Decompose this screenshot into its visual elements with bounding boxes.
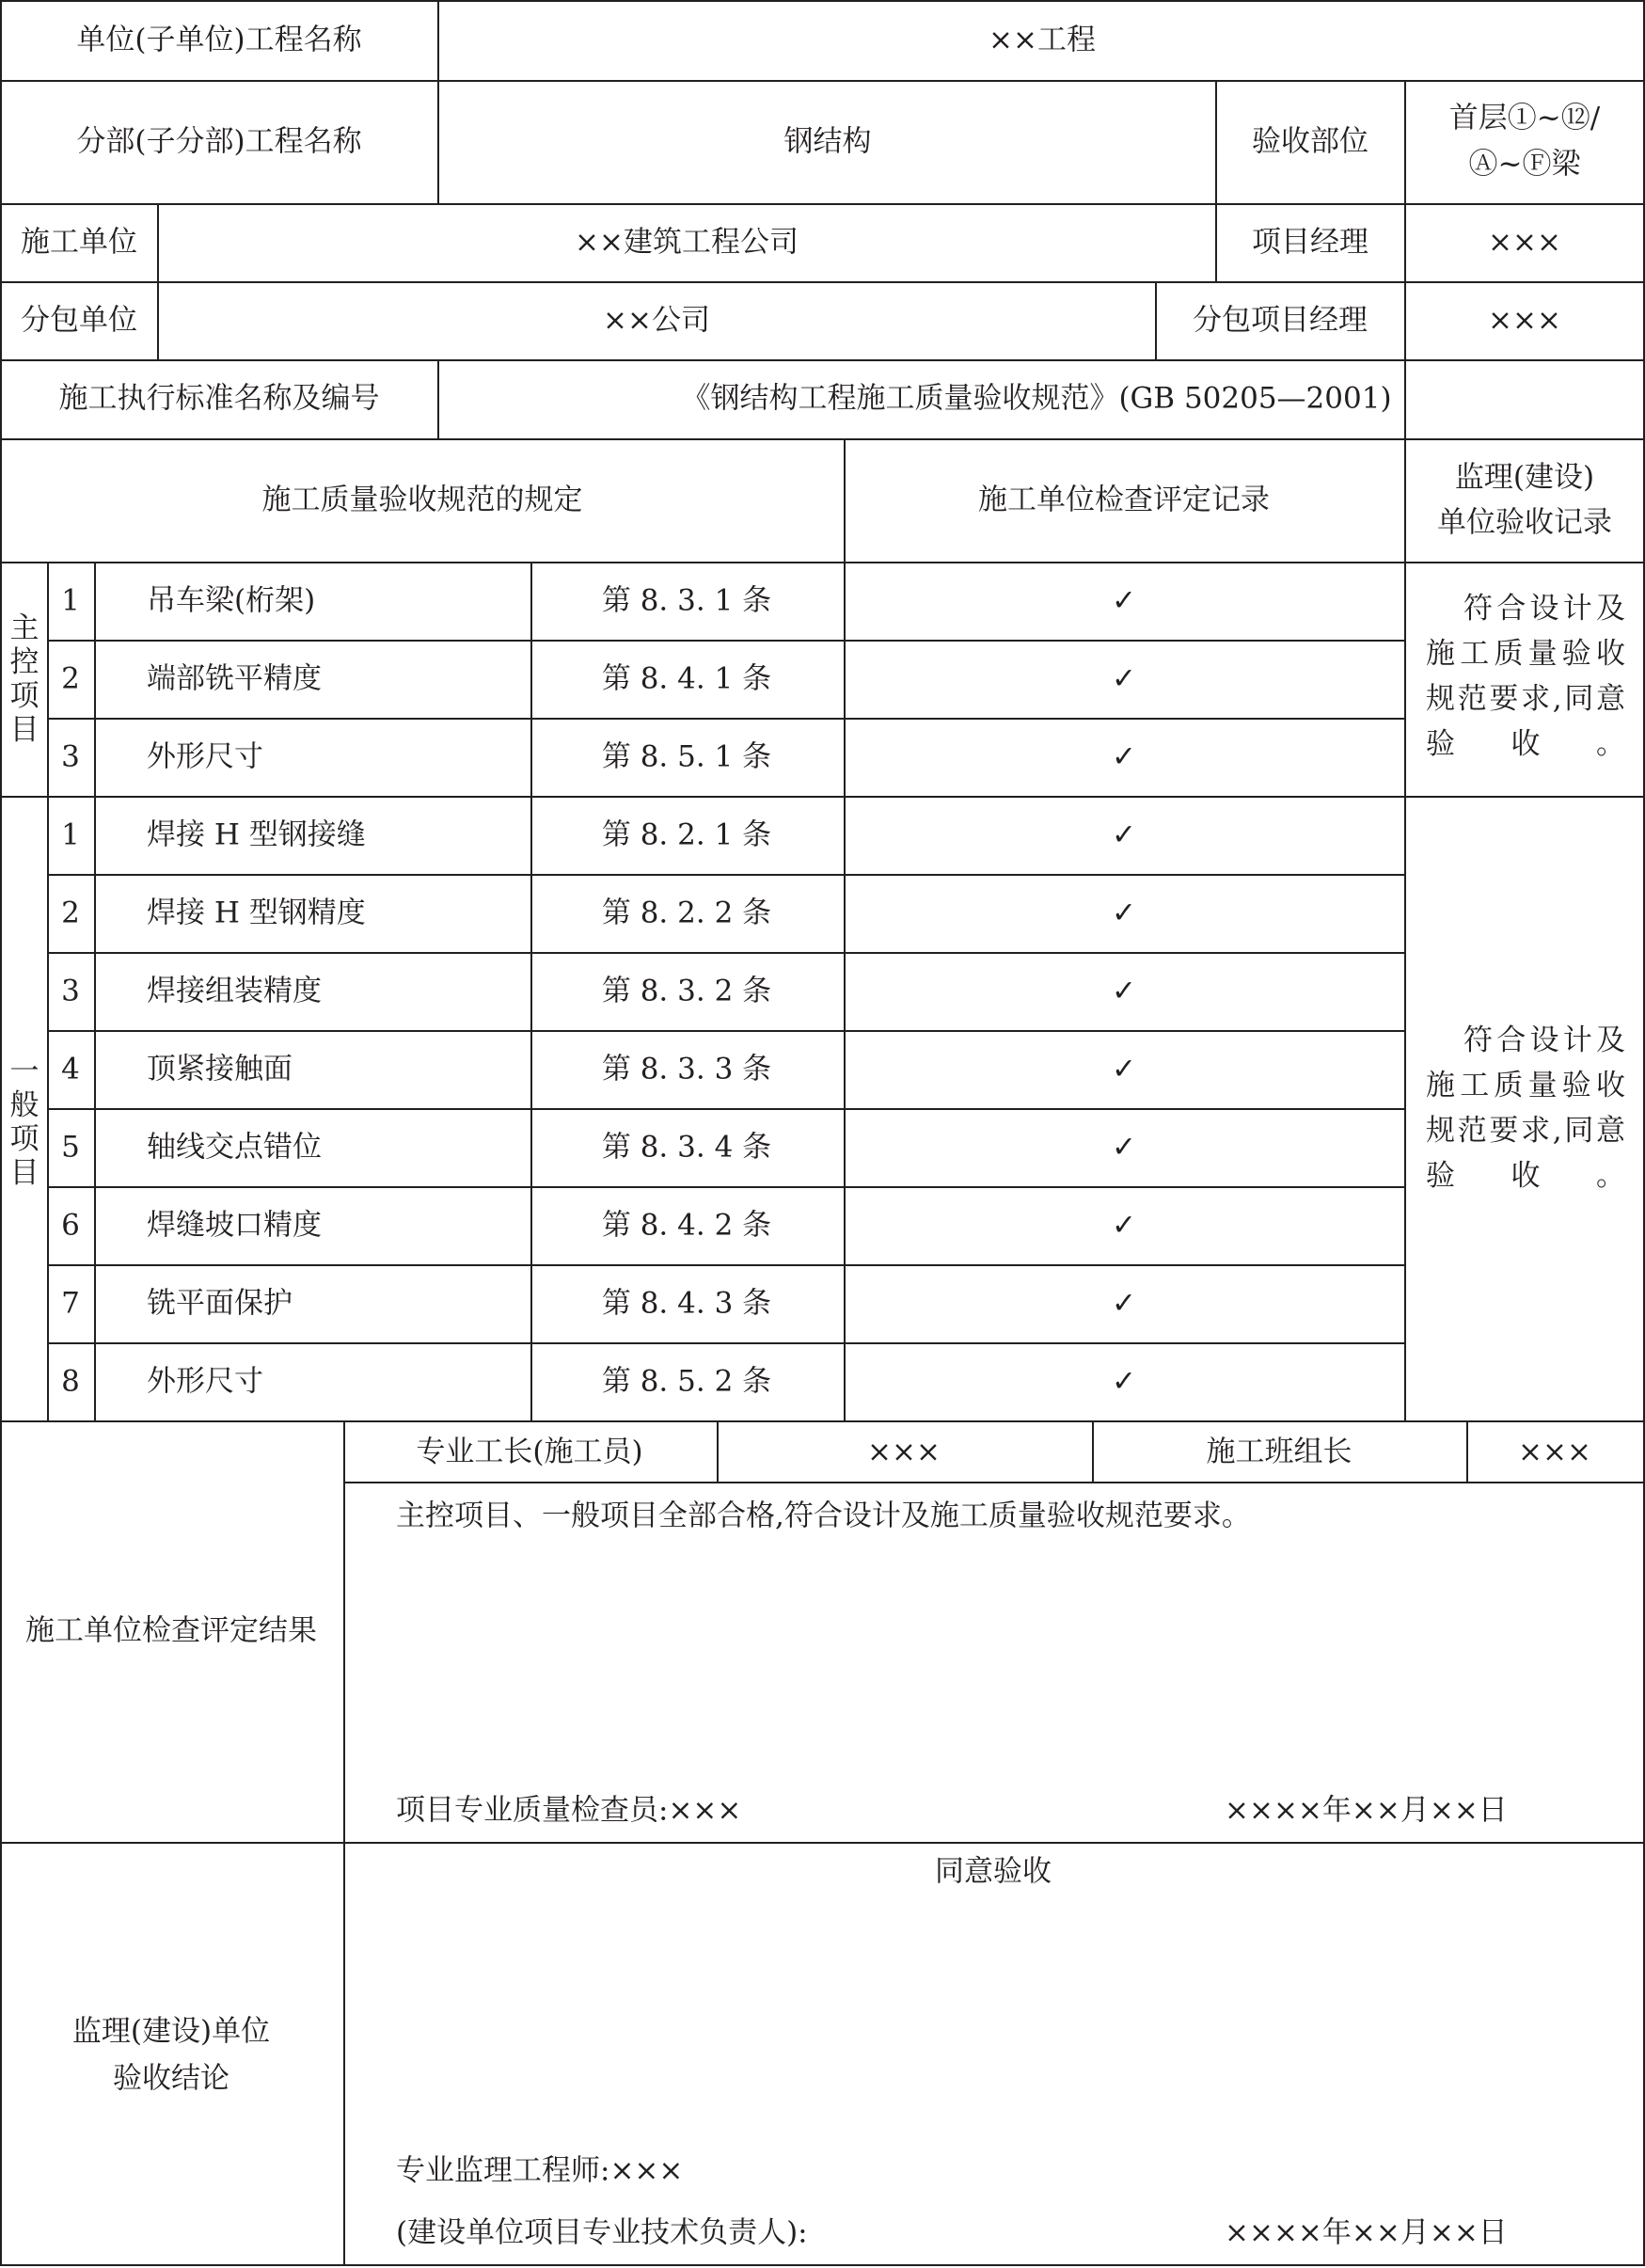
clause-ref: 第 8. 4. 1 条 xyxy=(601,661,772,696)
project-manager-value: ××× xyxy=(1488,225,1561,260)
row-number: 1 xyxy=(61,583,80,618)
check-mark: ✓ xyxy=(1112,1052,1136,1086)
rule xyxy=(0,80,1645,82)
rule xyxy=(1215,80,1217,283)
rule xyxy=(47,1264,1404,1266)
rule xyxy=(157,203,159,361)
sub-project-manager-value: ××× xyxy=(1488,303,1561,338)
general-supervision-record: 符合设计及施工质量验收规范要求,同意验收。 xyxy=(1426,1023,1625,1193)
rule xyxy=(844,438,846,1422)
check-mark: ✓ xyxy=(1112,817,1136,852)
rule xyxy=(717,1420,719,1483)
item-name: 焊接 H 型钢接缝 xyxy=(147,817,366,852)
clause-ref: 第 8. 3. 3 条 xyxy=(601,1052,772,1086)
rule xyxy=(437,359,439,440)
rule xyxy=(94,562,96,1422)
supervising-engineer: 专业监理工程师:××× xyxy=(396,2153,684,2188)
sub-project-manager-label: 分包项目经理 xyxy=(1193,303,1368,338)
rule xyxy=(47,1342,1404,1344)
item-name: 铣平面保护 xyxy=(147,1286,293,1321)
contractor-value: ××建筑工程公司 xyxy=(575,225,799,260)
unit-project-value: ××工程 xyxy=(989,23,1096,57)
rule xyxy=(47,562,49,1422)
acceptance-location-value-line2: Ⓐ~Ⓕ梁 xyxy=(1468,147,1581,182)
quality-inspector: 项目专业质量检查员:××× xyxy=(396,1793,742,1828)
supervision-conclusion-label-line2: 验收结论 xyxy=(113,2061,229,2096)
rule xyxy=(1466,1420,1468,1483)
row-number: 1 xyxy=(61,817,80,852)
clause-ref: 第 8. 3. 2 条 xyxy=(601,974,772,1008)
supervision-conclusion-label-line1: 监理(建设)单位 xyxy=(71,2014,271,2049)
main-control-supervision-record: 符合设计及施工质量验收规范要求,同意验收。 xyxy=(1426,592,1625,761)
acceptance-location-label: 验收部位 xyxy=(1252,124,1368,159)
foreman-value: ××× xyxy=(867,1435,941,1469)
team-leader-label: 施工班组长 xyxy=(1206,1435,1352,1469)
acceptance-location-value-line1: 首层①~⑫/ xyxy=(1448,101,1601,135)
item-name: 焊接组装精度 xyxy=(147,974,322,1008)
item-name: 焊缝坡口精度 xyxy=(147,1208,322,1243)
row-number: 2 xyxy=(61,661,80,696)
check-mark: ✓ xyxy=(1112,896,1136,930)
contractor-label: 施工单位 xyxy=(21,225,137,260)
item-name: 外形尺寸 xyxy=(147,739,263,774)
standard-label: 施工执行标准名称及编号 xyxy=(58,381,380,416)
item-name: 顶紧接触面 xyxy=(147,1052,293,1086)
check-mark: ✓ xyxy=(1112,661,1136,696)
item-name: 焊接 H 型钢精度 xyxy=(147,896,366,930)
team-leader-value: ××× xyxy=(1518,1435,1591,1469)
supervision-record-header-line1: 监理(建设) xyxy=(1454,460,1595,495)
row-number: 4 xyxy=(61,1052,80,1086)
check-mark: ✓ xyxy=(1112,1364,1136,1399)
rule xyxy=(1155,281,1157,361)
row-number: 5 xyxy=(61,1130,80,1165)
rule xyxy=(343,1482,1645,1483)
item-name: 端部铣平精度 xyxy=(147,661,322,696)
rule xyxy=(47,718,1404,720)
rule xyxy=(0,281,1645,283)
project-manager-label: 项目经理 xyxy=(1252,225,1368,260)
contractor-record-header: 施工单位检查评定记录 xyxy=(978,483,1270,517)
contractor-result-label: 施工单位检查评定结果 xyxy=(25,1613,317,1648)
clause-ref: 第 8. 5. 2 条 xyxy=(601,1364,772,1399)
supervision-conclusion-date: ××××年××月××日 xyxy=(1225,2215,1508,2250)
row-number: 6 xyxy=(61,1208,80,1243)
rule xyxy=(47,1108,1404,1110)
unit-project-label: 单位(子单位)工程名称 xyxy=(76,23,362,57)
rule xyxy=(343,1420,345,2266)
clause-ref: 第 8. 2. 2 条 xyxy=(601,896,772,930)
row-number: 7 xyxy=(61,1286,80,1321)
subcontractor-value: ××公司 xyxy=(603,303,710,338)
sub-project-label: 分部(子分部)工程名称 xyxy=(76,124,362,159)
rule xyxy=(47,874,1404,876)
supervision-conclusion-statement: 同意验收 xyxy=(935,1854,1052,1889)
rule xyxy=(437,0,439,205)
rule xyxy=(0,562,1645,563)
check-mark: ✓ xyxy=(1112,739,1136,774)
standard-value: 《钢结构工程施工质量验收规范》(GB 50205—2001) xyxy=(681,381,1392,416)
check-mark: ✓ xyxy=(1112,1130,1136,1165)
rule xyxy=(0,359,1645,361)
clause-ref: 第 8. 5. 1 条 xyxy=(601,739,772,774)
subcontractor-label: 分包单位 xyxy=(21,303,137,338)
contractor-result-date: ××××年××月××日 xyxy=(1225,1793,1508,1828)
item-name: 轴线交点错位 xyxy=(147,1130,322,1165)
supervision-record-header-line2: 单位验收记录 xyxy=(1437,505,1612,540)
rule xyxy=(0,438,1645,440)
row-number: 2 xyxy=(61,896,80,930)
spec-header: 施工质量验收规范的规定 xyxy=(261,483,583,517)
clause-ref: 第 8. 2. 1 条 xyxy=(601,817,772,852)
check-mark: ✓ xyxy=(1112,1208,1136,1243)
clause-ref: 第 8. 3. 1 条 xyxy=(601,583,772,618)
item-name: 外形尺寸 xyxy=(147,1364,263,1399)
row-number: 8 xyxy=(61,1364,80,1399)
clause-ref: 第 8. 4. 3 条 xyxy=(601,1286,772,1321)
rule xyxy=(0,0,1645,2)
check-mark: ✓ xyxy=(1112,583,1136,618)
rule xyxy=(1092,1420,1094,1483)
contractor-result-statement: 主控项目、一般项目全部合格,符合设计及施工质量验收规范要求。 xyxy=(396,1499,1251,1533)
general-group-label: 一般项目 xyxy=(9,1055,40,1190)
rule xyxy=(47,640,1404,642)
rule xyxy=(0,203,1645,205)
row-number: 3 xyxy=(61,739,80,774)
sub-project-value: 钢结构 xyxy=(783,124,872,159)
rule xyxy=(530,562,532,1422)
item-name: 吊车梁(桁架) xyxy=(147,583,316,618)
rule xyxy=(0,1842,1645,1844)
clause-ref: 第 8. 3. 4 条 xyxy=(601,1130,772,1165)
rule xyxy=(47,952,1404,954)
rule xyxy=(0,0,2,2266)
check-mark: ✓ xyxy=(1112,974,1136,1008)
rule xyxy=(0,1420,1645,1422)
check-mark: ✓ xyxy=(1112,1286,1136,1321)
main-control-group-label: 主控项目 xyxy=(9,611,40,747)
row-number: 3 xyxy=(61,974,80,1008)
clause-ref: 第 8. 4. 2 条 xyxy=(601,1208,772,1243)
rule xyxy=(0,2264,1645,2266)
rule xyxy=(0,796,1645,798)
rule xyxy=(47,1186,1404,1188)
owner-technical-representative: (建设单位项目专业技术负责人): xyxy=(396,2215,808,2250)
foreman-label: 专业工长(施工员) xyxy=(416,1435,643,1469)
rule xyxy=(1404,80,1406,1422)
rule xyxy=(47,1030,1404,1032)
